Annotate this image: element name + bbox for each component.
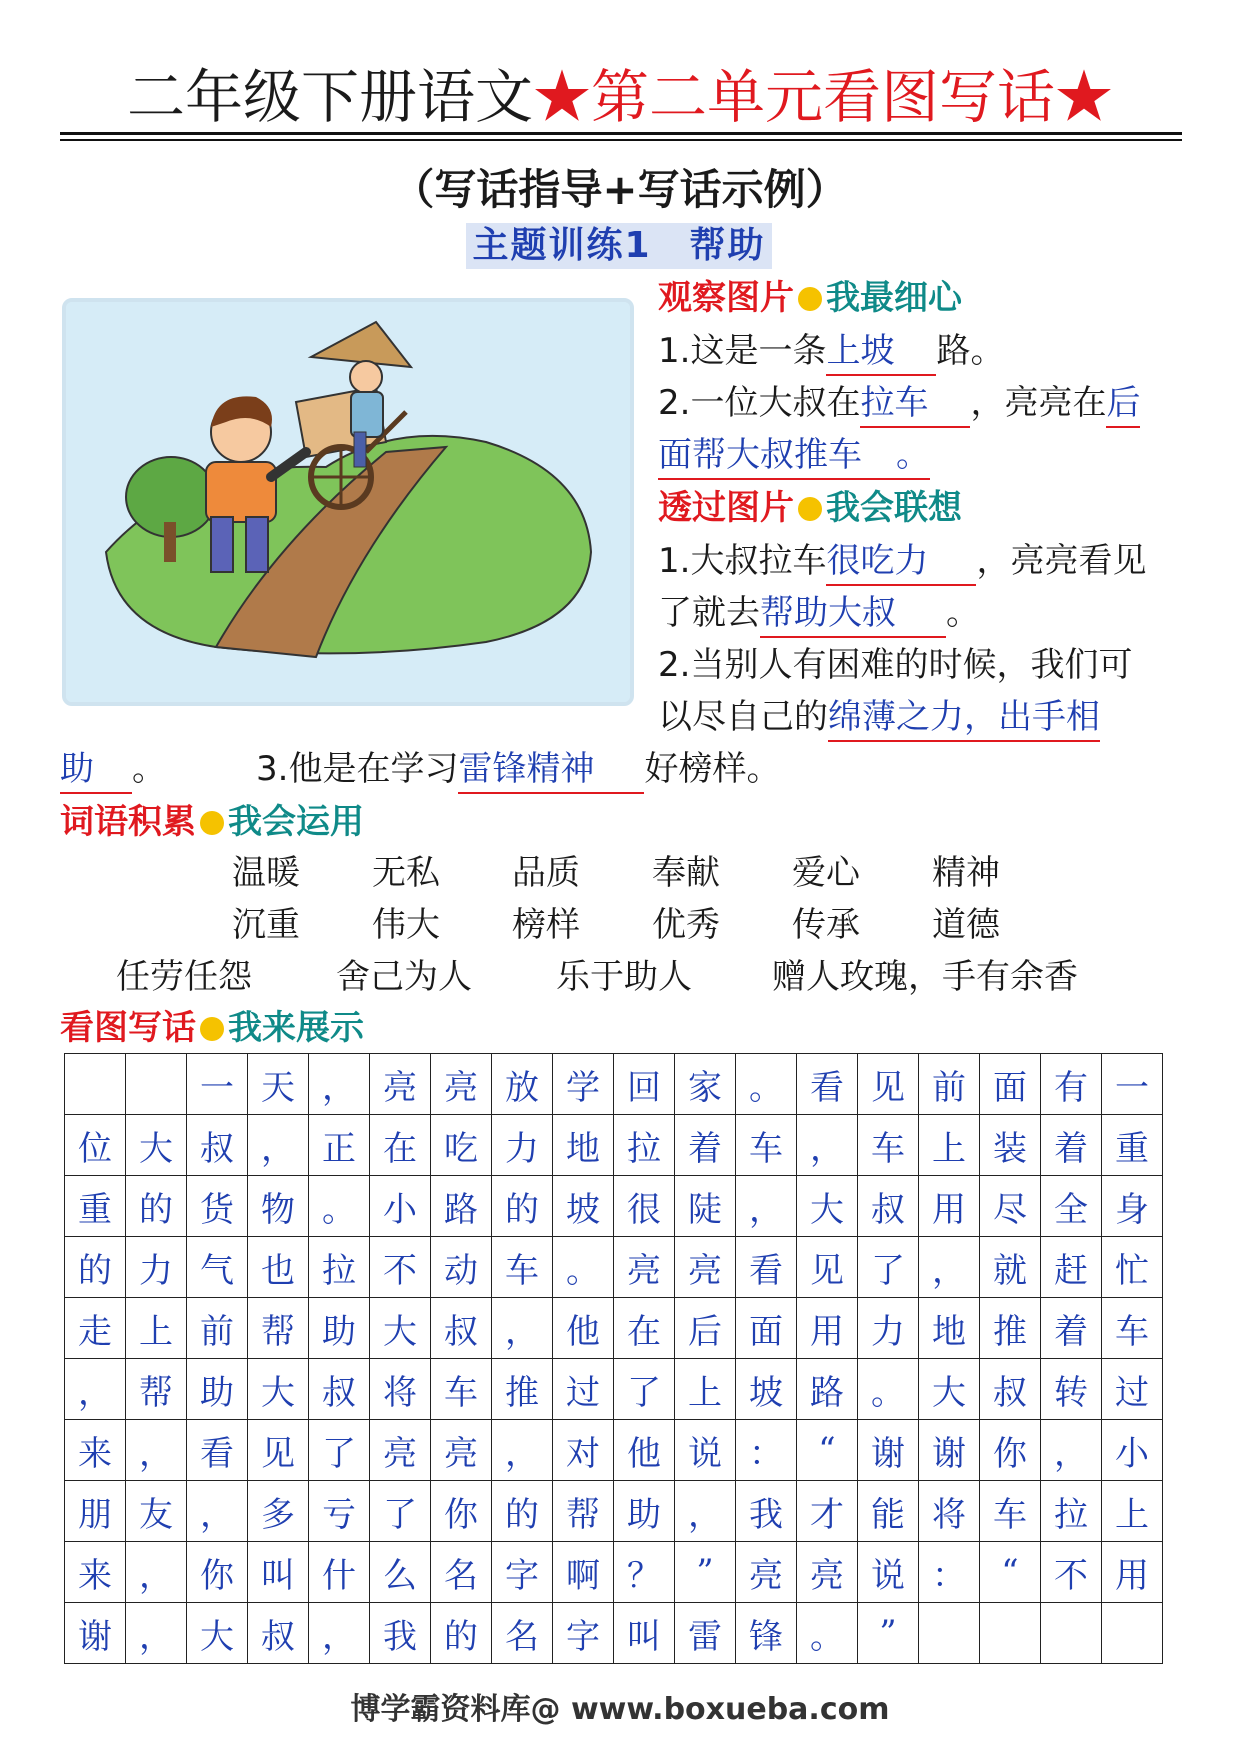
grid-cell: 吃 [431, 1115, 492, 1176]
title-left: 二年级下册语文 [126, 63, 533, 131]
heading-red: 词语积累 [60, 802, 196, 842]
grid-cell: 亮 [675, 1237, 736, 1298]
grid-cell: 他 [614, 1420, 675, 1481]
grid-cell [980, 1603, 1041, 1664]
grid-cell: 对 [553, 1420, 614, 1481]
grid-cell: 大 [797, 1176, 858, 1237]
grid-cell: 车 [858, 1115, 919, 1176]
grid-cell: 。 [736, 1054, 797, 1115]
q-text: 以尽自己的 [658, 697, 828, 737]
grid-cell: 力 [126, 1237, 187, 1298]
section-imagine-heading [658, 486, 962, 530]
grid-cell: 在 [614, 1298, 675, 1359]
section-vocab-heading [60, 800, 364, 844]
grid-cell: 面 [736, 1298, 797, 1359]
grid-cell: 我 [736, 1481, 797, 1542]
grid-cell: 见 [858, 1054, 919, 1115]
grid-cell: 亮 [736, 1542, 797, 1603]
q-text: 路。 [936, 331, 1005, 371]
grid-cell: 看 [736, 1237, 797, 1298]
vocab-word: 无私 [372, 853, 440, 893]
grid-cell: 着 [1041, 1115, 1102, 1176]
grid-cell: ？ [614, 1542, 675, 1603]
grid-cell: 亮 [431, 1420, 492, 1481]
grid-cell [65, 1054, 126, 1115]
answer: 很吃力 [826, 538, 976, 586]
grid-cell: ， [492, 1420, 553, 1481]
page-title [60, 62, 1180, 132]
grid-cell: 名 [492, 1603, 553, 1664]
grid-cell: 前 [187, 1298, 248, 1359]
grid-cell: 了 [614, 1359, 675, 1420]
grid-cell: 你 [431, 1481, 492, 1542]
grid-row [65, 1176, 1163, 1237]
q-text: 。 [946, 593, 980, 633]
grid-cell: 来 [65, 1542, 126, 1603]
grid-cell: 用 [919, 1176, 980, 1237]
grid-cell: ， [65, 1359, 126, 1420]
grid-cell: 拉 [1041, 1481, 1102, 1542]
grid-cell: 大 [919, 1359, 980, 1420]
grid-cell: 不 [1041, 1542, 1102, 1603]
grid-cell: 地 [919, 1298, 980, 1359]
grid-cell: 了 [858, 1237, 919, 1298]
grid-cell: ， [492, 1298, 553, 1359]
grid-cell: 重 [65, 1176, 126, 1237]
answer: 拉车 [860, 380, 970, 428]
grid-cell: 不 [370, 1237, 431, 1298]
grid-cell: 推 [492, 1359, 553, 1420]
grid-cell: 。 [797, 1603, 858, 1664]
grid-cell: 正 [309, 1115, 370, 1176]
grid-cell: 坡 [736, 1359, 797, 1420]
answer: 雷锋精神 [458, 746, 644, 794]
grid-cell [126, 1054, 187, 1115]
grid-cell: 见 [248, 1420, 309, 1481]
grid-cell: ， [248, 1115, 309, 1176]
grid-cell: 车 [736, 1115, 797, 1176]
star-icon: ★ [1055, 63, 1114, 131]
grid-cell: 说 [675, 1420, 736, 1481]
grid-row [65, 1237, 1163, 1298]
grid-cell: 亮 [797, 1542, 858, 1603]
heading-red: 看图写话 [60, 1008, 196, 1048]
grid-cell: 叔 [431, 1298, 492, 1359]
grid-cell: 能 [858, 1481, 919, 1542]
grid-cell: 叔 [858, 1176, 919, 1237]
grid-cell: 亮 [431, 1054, 492, 1115]
dot-icon [798, 497, 822, 521]
q-text: ，亮亮看见 [976, 541, 1147, 581]
grid-cell: 过 [1102, 1359, 1163, 1420]
grid-cell: 说 [858, 1542, 919, 1603]
grid-cell: 雷 [675, 1603, 736, 1664]
observe-q1 [658, 328, 1004, 376]
grid-cell: 将 [919, 1481, 980, 1542]
grid-cell: 气 [187, 1237, 248, 1298]
cart-illustration [66, 302, 630, 702]
title-rule [60, 139, 1182, 141]
subtitle: （写话指导+写话示例） [392, 165, 848, 214]
grid-cell: 帮 [248, 1298, 309, 1359]
grid-cell: 他 [553, 1298, 614, 1359]
q-text: 1.这是一条 [658, 331, 827, 371]
grid-cell: 帮 [553, 1481, 614, 1542]
grid-cell: 大 [126, 1115, 187, 1176]
vocab-word: 传承 [792, 905, 860, 945]
grid-row [65, 1542, 1163, 1603]
grid-cell: 大 [370, 1298, 431, 1359]
grid-cell: 的 [65, 1237, 126, 1298]
grid-cell: 力 [858, 1298, 919, 1359]
grid-cell: 身 [1102, 1176, 1163, 1237]
grid-cell: 的 [492, 1176, 553, 1237]
grid-row [65, 1359, 1163, 1420]
grid-cell: 名 [431, 1542, 492, 1603]
vocab-word: 奉献 [652, 853, 720, 893]
grid-cell: 谢 [858, 1420, 919, 1481]
vocab-row-3 [116, 954, 1078, 1000]
grid-cell: “ [797, 1420, 858, 1481]
grid-cell: 谢 [919, 1420, 980, 1481]
grid-cell: 助 [614, 1481, 675, 1542]
grid-cell: 了 [309, 1420, 370, 1481]
grid-cell: 车 [980, 1481, 1041, 1542]
grid-cell: 推 [980, 1298, 1041, 1359]
grid-cell: ， [309, 1603, 370, 1664]
grid-cell: 看 [797, 1054, 858, 1115]
answer: 上坡 [826, 328, 936, 376]
grid-cell: 小 [370, 1176, 431, 1237]
grid-cell: 叫 [614, 1603, 675, 1664]
vocab-word: 爱心 [792, 853, 860, 893]
section-writing-heading [60, 1006, 364, 1050]
grid-cell: 过 [553, 1359, 614, 1420]
section-observe-heading [658, 276, 962, 320]
imagine-q2: 2.当别人有困难的时候，我们可 [658, 645, 1133, 685]
grid-cell: 路 [797, 1359, 858, 1420]
grid-cell: 走 [65, 1298, 126, 1359]
grid-cell: 上 [1102, 1481, 1163, 1542]
grid-cell: 什 [309, 1542, 370, 1603]
grid-cell: 重 [1102, 1115, 1163, 1176]
grid-row [65, 1298, 1163, 1359]
q-text: 好榜样。 [644, 749, 781, 789]
grid-cell: 大 [248, 1359, 309, 1420]
grid-cell: 看 [187, 1420, 248, 1481]
grid-cell: 亮 [614, 1237, 675, 1298]
vocab-word: 道德 [932, 905, 1000, 945]
grid-cell: 叔 [309, 1359, 370, 1420]
grid-cell: ： [736, 1420, 797, 1481]
answer: 绵薄之力，出手相 [828, 694, 1100, 742]
heading-teal: 我会联想 [826, 488, 962, 528]
vocab-word: 温暖 [232, 853, 300, 893]
grid-cell: 字 [492, 1542, 553, 1603]
answer: 后 [1106, 380, 1140, 428]
grid-cell: 路 [431, 1176, 492, 1237]
imagine-q2-q3 [60, 746, 780, 794]
grid-cell: 坡 [553, 1176, 614, 1237]
grid-cell: 拉 [614, 1115, 675, 1176]
dot-icon [798, 287, 822, 311]
grid-cell: 亮 [370, 1054, 431, 1115]
q-text: 了就去 [658, 593, 760, 633]
writing-grid [64, 1053, 1163, 1664]
dot-icon [200, 811, 224, 835]
imagine-q2-cont [658, 694, 1100, 742]
grid-cell: 天 [248, 1054, 309, 1115]
grid-row [65, 1420, 1163, 1481]
grid-cell: 我 [370, 1603, 431, 1664]
grid-cell: ” [858, 1603, 919, 1664]
grid-cell: 赶 [1041, 1237, 1102, 1298]
grid-cell: 后 [675, 1298, 736, 1359]
grid-cell: ” [675, 1542, 736, 1603]
grid-cell: 将 [370, 1359, 431, 1420]
grid-cell: 着 [675, 1115, 736, 1176]
grid-cell: 朋 [65, 1481, 126, 1542]
q-text: 2.一位大叔在 [658, 383, 861, 423]
vocab-idiom: 赠人玫瑰，手有余香 [772, 957, 1078, 997]
grid-cell: ， [675, 1481, 736, 1542]
imagine-q1 [658, 538, 1146, 586]
grid-cell: ， [126, 1603, 187, 1664]
answer: 面帮大叔推车 。 [658, 432, 930, 480]
grid-cell: ： [919, 1542, 980, 1603]
grid-cell: 回 [614, 1054, 675, 1115]
observe-q2-cont [658, 432, 930, 480]
grid-cell: 车 [492, 1237, 553, 1298]
grid-cell: 很 [614, 1176, 675, 1237]
grid-cell: 。 [858, 1359, 919, 1420]
grid-cell: 位 [65, 1115, 126, 1176]
heading-teal: 我会运用 [228, 802, 364, 842]
grid-cell: ， [309, 1054, 370, 1115]
grid-cell [1102, 1603, 1163, 1664]
grid-cell: 。 [553, 1237, 614, 1298]
grid-cell: 用 [1102, 1542, 1163, 1603]
grid-cell: 全 [1041, 1176, 1102, 1237]
heading-red: 透过图片 [658, 488, 794, 528]
grid-cell: 。 [309, 1176, 370, 1237]
title-rule [60, 132, 1182, 135]
grid-cell [919, 1603, 980, 1664]
grid-cell: 物 [248, 1176, 309, 1237]
vocab-row-2 [232, 902, 1072, 948]
q-text: ，亮亮在 [970, 383, 1107, 423]
grid-cell: 货 [187, 1176, 248, 1237]
grid-cell: 助 [309, 1298, 370, 1359]
grid-cell: “ [980, 1542, 1041, 1603]
grid-cell: 上 [675, 1359, 736, 1420]
heading-red: 观察图片 [658, 278, 794, 318]
grid-cell: 你 [980, 1420, 1041, 1481]
vocab-word: 优秀 [652, 905, 720, 945]
grid-cell: 一 [187, 1054, 248, 1115]
q-text: 3.他是在学习 [256, 749, 459, 789]
grid-cell: 忙 [1102, 1237, 1163, 1298]
grid-cell: 叔 [980, 1359, 1041, 1420]
grid-cell: ， [126, 1542, 187, 1603]
grid-cell: 叔 [248, 1603, 309, 1664]
vocab-idiom: 乐于助人 [556, 957, 692, 997]
grid-cell: 见 [797, 1237, 858, 1298]
answer: 帮助大叔 [760, 590, 946, 638]
heading-teal: 我最细心 [826, 278, 962, 318]
theme-banner: 主题训练1 帮助 [466, 223, 772, 269]
vocab-idiom: 任劳任怨 [116, 957, 252, 997]
grid-cell: 才 [797, 1481, 858, 1542]
grid-row [65, 1481, 1163, 1542]
grid-cell: 上 [919, 1115, 980, 1176]
grid-cell: 的 [492, 1481, 553, 1542]
grid-cell: 友 [126, 1481, 187, 1542]
illustration [62, 298, 634, 706]
grid-cell: 前 [919, 1054, 980, 1115]
grid-cell: 亮 [370, 1420, 431, 1481]
grid-cell: 字 [553, 1603, 614, 1664]
grid-cell: 多 [248, 1481, 309, 1542]
vocab-word: 品质 [512, 853, 580, 893]
grid-cell: ， [797, 1115, 858, 1176]
grid-cell: 一 [1102, 1054, 1163, 1115]
grid-row [65, 1054, 1163, 1115]
grid-cell: 小 [1102, 1420, 1163, 1481]
title-right: 第二单元看图写话 [591, 63, 1056, 131]
grid-cell: 有 [1041, 1054, 1102, 1115]
q-text: 。 [132, 749, 166, 789]
grid-cell: 来 [65, 1420, 126, 1481]
grid-cell: 放 [492, 1054, 553, 1115]
grid-cell: 的 [126, 1176, 187, 1237]
grid-cell: 上 [126, 1298, 187, 1359]
vocab-word: 沉重 [232, 905, 300, 945]
grid-cell: 着 [1041, 1298, 1102, 1359]
grid-cell: 力 [492, 1115, 553, 1176]
star-icon: ★ [532, 63, 591, 131]
grid-cell: 的 [431, 1603, 492, 1664]
grid-cell: 么 [370, 1542, 431, 1603]
grid-cell: 大 [187, 1603, 248, 1664]
grid-cell: 了 [370, 1481, 431, 1542]
grid-cell: 啊 [553, 1542, 614, 1603]
grid-cell: 助 [187, 1359, 248, 1420]
grid-cell: ， [1041, 1420, 1102, 1481]
grid-cell: 就 [980, 1237, 1041, 1298]
grid-cell: ， [736, 1176, 797, 1237]
answer: 助 [60, 746, 132, 794]
vocab-word: 榜样 [512, 905, 580, 945]
vocab-word: 精神 [932, 853, 1000, 893]
grid-cell: 学 [553, 1054, 614, 1115]
grid-cell: 家 [675, 1054, 736, 1115]
grid-cell: 装 [980, 1115, 1041, 1176]
grid-cell: 车 [431, 1359, 492, 1420]
vocab-idiom: 舍己为人 [336, 957, 472, 997]
vocab-row-1 [232, 850, 1072, 896]
grid-cell: 谢 [65, 1603, 126, 1664]
grid-row [65, 1603, 1163, 1664]
grid-cell: 车 [1102, 1298, 1163, 1359]
grid-cell [1041, 1603, 1102, 1664]
grid-cell: ， [187, 1481, 248, 1542]
grid-cell: 叔 [187, 1115, 248, 1176]
grid-row [65, 1115, 1163, 1176]
grid-cell: 叫 [248, 1542, 309, 1603]
grid-cell: ， [126, 1420, 187, 1481]
grid-cell: 锋 [736, 1603, 797, 1664]
grid-cell: 地 [553, 1115, 614, 1176]
vocab-word: 伟大 [372, 905, 440, 945]
imagine-q1-cont [658, 590, 980, 638]
heading-teal: 我来展示 [228, 1008, 364, 1048]
grid-cell: 面 [980, 1054, 1041, 1115]
grid-cell: 转 [1041, 1359, 1102, 1420]
grid-cell: 用 [797, 1298, 858, 1359]
footer-watermark: 博学霸资料库@ www.boxueba.com [350, 1692, 890, 1727]
grid-cell: 帮 [126, 1359, 187, 1420]
grid-cell: 亏 [309, 1481, 370, 1542]
grid-cell: 动 [431, 1237, 492, 1298]
grid-cell: 尽 [980, 1176, 1041, 1237]
grid-cell: 陡 [675, 1176, 736, 1237]
grid-cell: ， [919, 1237, 980, 1298]
grid-cell: 你 [187, 1542, 248, 1603]
dot-icon [200, 1017, 224, 1041]
q-text: 1.大叔拉车 [658, 541, 827, 581]
grid-cell: 拉 [309, 1237, 370, 1298]
observe-q2 [658, 380, 1140, 428]
grid-cell: 在 [370, 1115, 431, 1176]
grid-cell: 也 [248, 1237, 309, 1298]
